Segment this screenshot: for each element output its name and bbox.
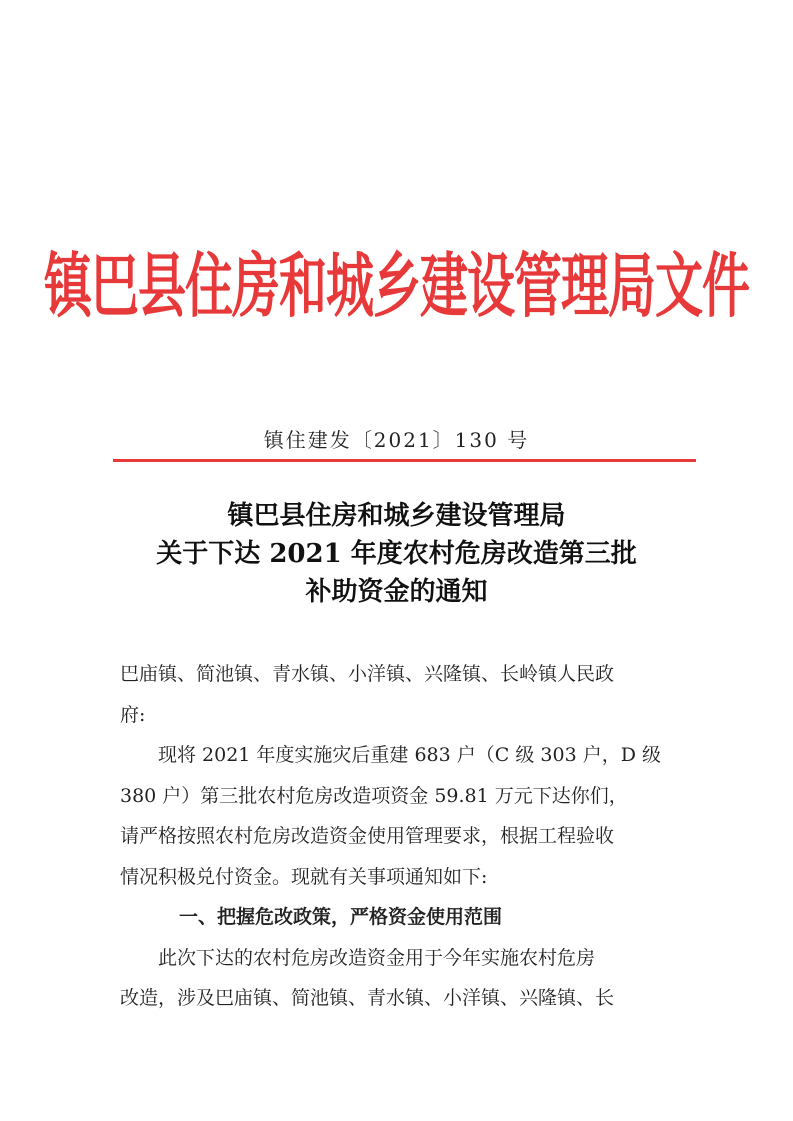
red-divider-rule [113, 459, 696, 462]
issuer-header: 镇巴县住房和城乡建设管理局文件 [43, 246, 749, 328]
paragraph-2-line-2: 改造，涉及巴庙镇、简池镇、青水镇、小洋镇、兴隆镇、长 [120, 987, 615, 1009]
title-line-3: 补助资金的通知 [305, 577, 488, 607]
paragraph-1-line-3: 请严格按照农村危房改造资金使用管理要求，根据工程验收 [120, 825, 615, 847]
paragraph-1-line-4: 情况积极兑付资金。现就有关事项通知如下: [120, 865, 488, 888]
title-line-1: 镇巴县住房和城乡建设管理局 [227, 501, 566, 531]
paragraph-2-line-1: 此次下达的农村危房改造资金用于今年实施农村危房 [158, 946, 596, 969]
title-line-2: 关于下达 2021 年度农村危房改造第三批 [156, 539, 637, 569]
addressee-line-1: 巴庙镇、简池镇、青水镇、小洋镇、兴隆镇、长岭镇人民政 [120, 663, 615, 685]
paragraph-1-line-2: 380 户）第三批农村危房改造项资金 59.81 万元下达你们， [120, 784, 628, 807]
section-1-heading: 一、把握危改政策，严格资金使用范围 [179, 906, 503, 928]
addressee-line-2: 府: [120, 703, 146, 726]
paragraph-1-line-1: 现将 2021 年度实施灾后重建 683 户（C 级 303 户，D 级 [158, 744, 661, 766]
document-title [0, 497, 793, 611]
document-body [120, 654, 680, 1019]
document-number: 镇住建发〔2021〕130 号 [263, 428, 530, 452]
